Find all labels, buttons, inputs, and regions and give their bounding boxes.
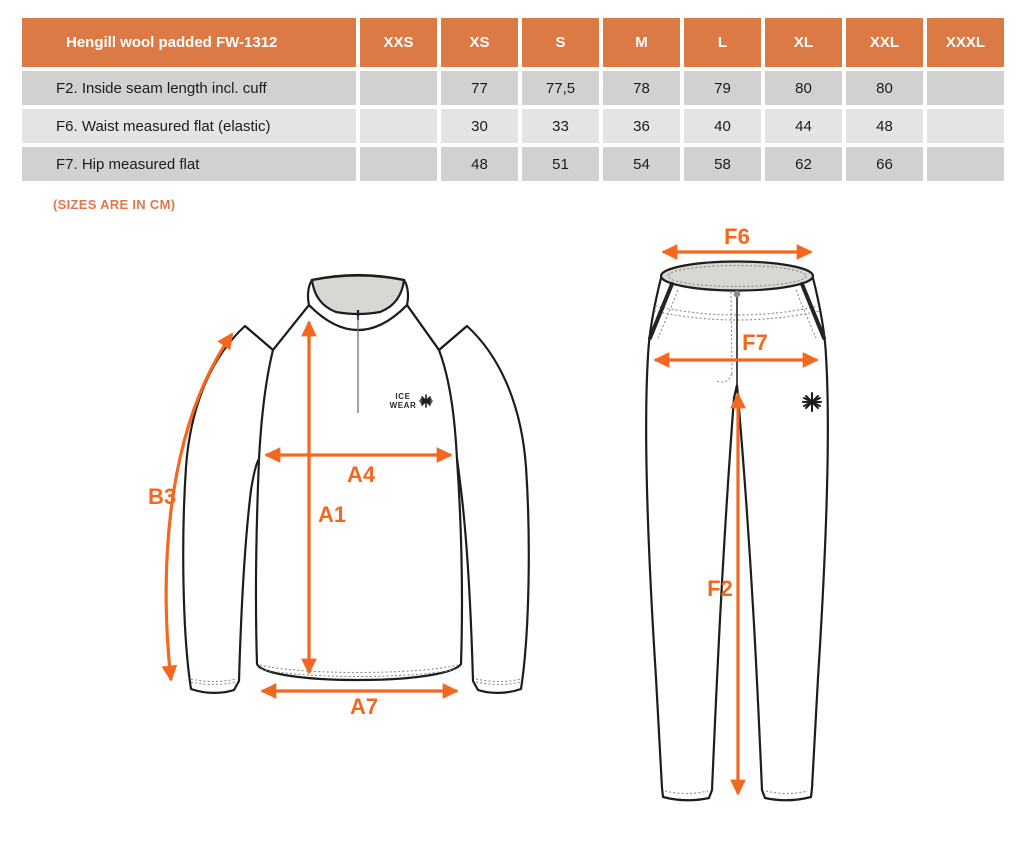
table-cell: 51 bbox=[522, 147, 599, 181]
a4-label: A4 bbox=[347, 462, 376, 487]
b3-label: B3 bbox=[148, 484, 177, 509]
column-header-xl: XL bbox=[765, 18, 842, 67]
table-cell: 48 bbox=[846, 109, 923, 143]
row-label-f2: F2. Inside seam length incl. cuff bbox=[22, 71, 356, 105]
table-cell: 80 bbox=[846, 71, 923, 105]
column-header-xxxl: XXXL bbox=[927, 18, 1004, 67]
table-cell: 48 bbox=[441, 147, 518, 181]
table-title: Hengill wool padded FW-1312 bbox=[22, 18, 356, 67]
column-header-xs: XS bbox=[441, 18, 518, 67]
table-cell: 77,5 bbox=[522, 71, 599, 105]
table-cell bbox=[360, 71, 437, 105]
a1-label: A1 bbox=[318, 502, 347, 527]
table-cell: 66 bbox=[846, 147, 923, 181]
column-header-s: S bbox=[522, 18, 599, 67]
brand-logo-text-line2: WEAR bbox=[389, 401, 417, 410]
table-cell: 77 bbox=[441, 71, 518, 105]
snowflake-burst-icon bbox=[420, 395, 432, 407]
brand-logo-text-line1: ICE bbox=[395, 392, 411, 401]
table-cell bbox=[360, 147, 437, 181]
table-cell: 79 bbox=[684, 71, 761, 105]
a7-label: A7 bbox=[350, 694, 379, 719]
sizes-unit-note: (SIZES ARE IN CM) bbox=[53, 197, 176, 212]
table-cell bbox=[927, 147, 1004, 181]
table-cell: 58 bbox=[684, 147, 761, 181]
pants-measurement-diagram bbox=[615, 228, 855, 828]
table-cell bbox=[360, 109, 437, 143]
column-header-xxl: XXL bbox=[846, 18, 923, 67]
snowflake-burst-icon bbox=[803, 393, 821, 411]
column-header-xxs: XXS bbox=[360, 18, 437, 67]
sweater-body bbox=[256, 305, 462, 680]
table-cell: 44 bbox=[765, 109, 842, 143]
table-cell: 40 bbox=[684, 109, 761, 143]
f2-label: F2 bbox=[707, 576, 733, 601]
table-cell: 36 bbox=[603, 109, 680, 143]
table-cell: 33 bbox=[522, 109, 599, 143]
f6-label: F6 bbox=[724, 228, 750, 249]
row-label-f6: F6. Waist measured flat (elastic) bbox=[22, 109, 356, 143]
row-label-f7: F7. Hip measured flat bbox=[22, 147, 356, 181]
table-cell bbox=[927, 71, 1004, 105]
table-cell: 78 bbox=[603, 71, 680, 105]
table-cell: 80 bbox=[765, 71, 842, 105]
column-header-m: M bbox=[603, 18, 680, 67]
size-table bbox=[22, 18, 1004, 181]
table-cell bbox=[927, 109, 1004, 143]
waistband-opening bbox=[661, 262, 813, 291]
table-cell: 30 bbox=[441, 109, 518, 143]
column-header-l: L bbox=[684, 18, 761, 67]
table-cell: 54 bbox=[603, 147, 680, 181]
table-cell: 62 bbox=[765, 147, 842, 181]
f7-label: F7 bbox=[742, 330, 768, 355]
sweater-measurement-diagram bbox=[140, 252, 540, 722]
waist-button bbox=[734, 291, 741, 298]
